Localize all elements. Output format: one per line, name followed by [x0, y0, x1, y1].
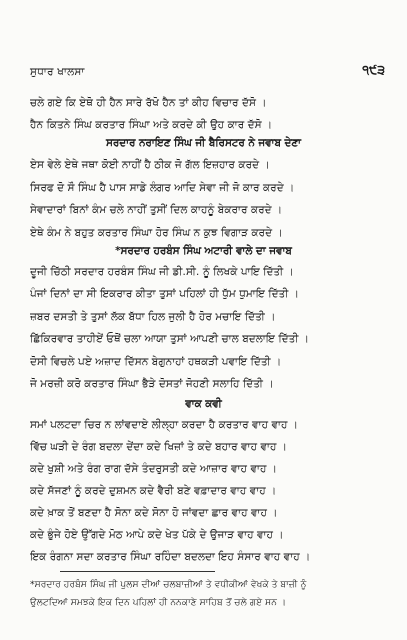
verse-line: ਦੋਸੀ ਵਿਚਲੇ ਪਏ ਅਜ਼ਾਦ ਦਿੱਸਨ ਬੇਗੁਨਾਹਾਂ ਹਥਕੜੀ ਪਵਾਇ ਦਿੱਤੀ ।: [30, 356, 282, 368]
section-heading: *ਸਰਦਾਰ ਹਰਬੰਸ ਸਿੰਘ ਅਟਾਰੀ ਵਾਲੇ ਦਾ ਜਵਾਬ: [115, 245, 292, 257]
page-number: ੧੯੩: [362, 62, 385, 77]
verse-line: ਜੋ ਮਰਜ਼ੀ ਕਰੋ ਕਰਤਾਰ ਸਿੰਘਾ ਭੈੜੇ ਦੋਸਤਾਂ ਜੋਹਣੀ ਸਲਾਹਿ ਦਿੱਤੀ ।: [30, 378, 274, 390]
section-heading: ਵਾਕ ਕਵੀ: [185, 398, 222, 410]
verse-line: ਕਦੇ ਭੁੰਜੇ ਹੋਏ ਉੱਗਦੇ ਮੋਠ ਆਪੇ ਕਦੇ ਖੇਤ ਪੱਕੇ ਦੇ ਉਜਾੜ ਵਾਹ ਵਾਹ ।: [30, 529, 284, 541]
verse-line: ਹੈਨ ਕਿਤਨੇ ਸਿੰਘ ਕਰਤਾਰ ਸਿੰਘਾ ਅਤੇ ਕਰਦੇ ਕੀ ਉਹ ਕਾਰ ਦੱਸੋ ।: [30, 119, 273, 131]
verse-line: ਏਸ ਵੇਲੇ ਏਥੇ ਜਥਾ ਕੋਈ ਨਾਹੀਂ ਹੈ ਠੀਕ ਜੋ ਗੱਲ ਇਜ਼ਹਾਰ ਕਰਦੇ ।: [30, 159, 270, 171]
verse-line: ਪੰਜਾਂ ਦਿਨਾਂ ਦਾ ਸੀ ਇਕਰਾਰ ਕੀਤਾ ਤੁਸਾਂ ਪਹਿਲਾਂ ਹੀ ਧੁੱਮ ਧੁਮਾਇ ਦਿੱਤੀ ।: [30, 288, 299, 300]
footnote-line: *ਸਰਦਾਰ ਹਰਬੰਸ ਸਿੰਘ ਜੀ ਪੁਲਸ ਦੀਆਂ ਚਲਬਾਜ਼ੀਆਂ ਤੇ ਵਧੀਕੀਆਂ ਵੇਖਕੇ ਤੇ ਬਾਜ਼ੀ ਨੂੰ: [30, 579, 307, 590]
footnote-rule: [60, 571, 215, 572]
verse-line: ਚਲੇ ਗਏ ਕਿ ਏਥੋ ਹੀ ਹੈਨ ਸਾਰੇ ਰੱਖੋ ਹੈਨ ਤਾਂ ਕੀਹ ਵਿਚਾਰ ਦੱਸੋ ।: [30, 97, 267, 109]
verse-line: ਦੂਜੀ ਚਿੱਠੀ ਸਰਦਾਰ ਹਰਬੰਸ ਸਿੰਘ ਜੀ ਡੀ.ਸੀ. ਨੂੰ ਲਿਖਕੇ ਪਾਇ ਦਿੱਤੀ ।: [30, 266, 294, 278]
footnote-line: ਉਲਟਦਿਆਂ ਸਮਝਕੇ ਇਕ ਦਿਨ ਪਹਿਲਾਂ ਹੀ ਨਨਕਾਣੇ ਸਾਹਿਬ ਤੋਂ ਚਲੇ ਗਏ ਸਨ ।: [30, 597, 287, 608]
verse-line: ਇਕ ਰੰਗਨਾ ਸਦਾ ਕਰਤਾਰ ਸਿੰਘਾ ਰਹਿੰਦਾ ਬਦਲਦਾ ਇਹ ਸੰਸਾਰ ਵਾਹ ਵਾਹ ।: [30, 551, 311, 563]
verse-line: ਏਥੇ ਕੰਮ ਨੇ ਬਹੁਤ ਕਰਤਾਰ ਸਿੰਘਾ ਹੋਰ ਸਿੰਘ ਨ ਕੁਝ ਵਿਗਾੜ ਕਰਦੇ ।: [30, 227, 283, 239]
verse-line: ਵਿੱਚ ਘੜੀ ਦੇ ਰੰਗ ਬਦਲਾ ਦੇਂਦਾ ਕਦੇ ਖਿਜ਼ਾਂ ਤੇ ਕਦੇ ਬਹਾਰ ਵਾਹ ਵਾਹ ।: [30, 441, 288, 453]
verse-line: ਸੇਵਾਦਾਰਾਂ ਬਿਨਾਂ ਕੰਮ ਚਲੇ ਨਾਹੀਂ ਤੁਸੀਂ ਦਿਲ ਕਾਹਨੂੰ ਬੇਕਰਾਰ ਕਰਦੇ ।: [30, 204, 283, 216]
verse-line: ਜ਼ਬਰ ਦਸਤੀ ਤੇ ਤੁਸਾਂ ਲੱਕ ਬੱਧਾ ਹਿਲ ਜੁਲੀ ਹੈ ਹੋਰ ਮਚਾਇ ਦਿੱਤੀ ।: [30, 311, 276, 323]
running-title: ਸੁਧਾਰ ਖਾਲਸਾ: [30, 66, 85, 78]
section-heading: ਸਰਦਾਰ ਨਰਾਇਣ ਸਿੰਘ ਜੀ ਬੈਰਿਸਟਰ ਨੇ ਜਵਾਬ ਦੇਣਾ: [106, 137, 301, 149]
verse-line: ਸਮਾਂ ਪਲਟਦਾ ਚਿਰ ਨ ਲਾਂਵਦਾਏ ਲੀਲ੍ਹਾ ਕਰਦਾ ਹੈ ਕਰਤਾਰ ਵਾਹ ਵਾਹ ।: [30, 419, 298, 431]
verse-line: ਕਦੇ ਖ਼ਾਕ ਤੋਂ ਬਣਦਾ ਹੈ ਸੋਨਾ ਕਦੇ ਸੋਨਾ ਹੋ ਜਾਂਵਦਾ ਛਾਰ ਵਾਹ ਵਾਹ ।: [30, 507, 278, 519]
verse-line: ਕਦੇ ਖੁਸ਼ੀ ਅਤੇ ਰੰਗ ਰਾਗ ਦੱਸੇ ਤੰਦਰੁਸਤੀ ਕਦੇ ਆਜ਼ਾਰ ਵਾਹ ਵਾਹ ।: [30, 463, 277, 475]
verse-line: ਸਿਰਫ ਦੋ ਸੌ ਸਿੰਘ ਹੈ ਪਾਸ ਸਾਡੇ ਲੰਗਰ ਆਦਿ ਸੇਵਾ ਜੀ ਜੋ ਕਾਰ ਕਰਦੇ ।: [30, 182, 295, 194]
verse-line: ਛਿੱਕਿਰਵਾਰ ਤਾਹੀਏਂ ਓਥੋਂ ਚਲਾ ਆਯਾ ਤੁਸਾਂ ਆਪਣੀ ਚਾਲ ਬਦਲਾਇ ਦਿੱਤੀ ।: [30, 333, 309, 345]
verse-line: ਕਦੇ ਸੱਜਣਾਂ ਨੂੰ ਕਰਦੇ ਦੁਸ਼ਮਨ ਕਦੇ ਵੈਰੀ ਬਣੇ ਵਫ਼ਾਦਾਰ ਵਾਹ ਵਾਹ ।: [30, 485, 277, 497]
